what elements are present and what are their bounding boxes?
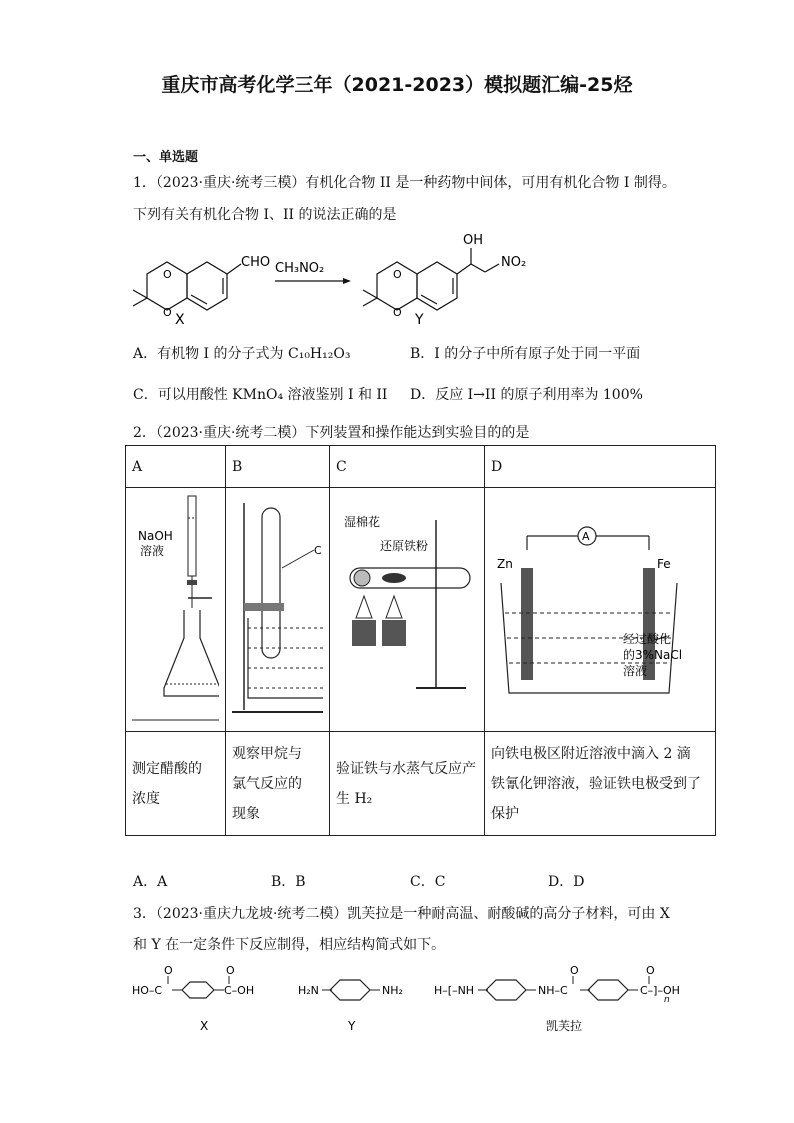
svg-text:O: O [226,964,235,977]
description-cell-a [126,732,226,836]
compound-x-label: X [175,312,185,328]
conical-flask [164,610,219,696]
solution-label: 溶液 [140,544,165,558]
header-cell-b: B [226,446,330,488]
x-aldehyde-group: CHO [241,255,271,270]
reagent-label: CH₃NO₂ [275,261,325,276]
q3-stem-line2: 和 Y 在一定条件下反应制得，相应结构简式如下。 [133,937,446,953]
desc-b-line1: 观察甲烷与 [232,745,302,762]
stopcock [187,580,197,585]
lamp-base-1 [352,620,376,646]
zinc-label: Zn [497,557,513,571]
compound-x-terephthalic-acid [132,964,254,1033]
iron-label: Fe [657,557,671,571]
svg-text:NH₂: NH₂ [382,984,403,997]
y-ring-oxygen-2: O [393,306,402,319]
description-cell-d [485,732,716,836]
q3-x-label: X [200,1019,209,1033]
solution-label-1: 经过酸化 [623,632,672,646]
q1-option-c[interactable]: C．可以用酸性 KMnO₄ 溶液鉴别 I 和 II [133,387,388,403]
x-ring-oxygen-2: O [163,306,172,319]
desc-b-line2: 氯气反应的 [232,775,302,792]
description-cell-b [226,732,330,836]
q3-y-label: Y [348,1019,356,1033]
header-cell-c: C [330,446,485,488]
q2-choice-c[interactable]: C．C [410,874,446,890]
compound-y-structure [363,248,499,310]
trough [248,618,323,698]
desc-d-line2: 铁氰化钾溶液，验证铁电极受到了 [491,775,701,792]
tube-label: C [314,544,322,557]
q1-stem-line1: 1．（2023·重庆·统考三模）有机化合物 II 是一种药物中间体，可用有机化合物 I 制得。 [133,175,676,191]
svg-text:C–]–OH: C–]–OH [640,984,680,997]
q2-options-table [125,445,716,836]
desc-d-line3: 保护 [491,805,519,822]
header-cell-d: D [485,446,716,488]
svg-text:C–OH: C–OH [224,984,255,997]
iron-powder [382,573,406,583]
methane-chlorine-figure [232,488,323,727]
q1-stem-line2: 下列有关有机化合物 I、II 的说法正确的是 [133,207,397,223]
solution-label-2: 的3%NaCl [623,648,683,662]
q2-stem: 2．（2023·重庆·统考二模）下列装置和操作能达到实验目的的是 [133,425,530,441]
wet-cotton [354,570,370,586]
naoh-label: NaOH [138,529,173,543]
q1-option-d[interactable]: D．反应 I→II 的原子利用率为 100% [410,387,643,403]
ammeter-label: A [582,530,590,543]
iron-powder-label: 还原铁粉 [380,539,429,553]
figure-cell-d [485,488,716,732]
svg-text:H₂N: H₂N [298,984,319,997]
q3-stem-line1: 3．（2023·重庆九龙坡·统考二模）凯芙拉是一种耐高温、耐酸碱的高分子材料，可由 X [133,906,670,922]
compound-y-label: Y [415,312,424,328]
page-title: 重庆市高考化学三年（2021-2023）模拟题汇编-25烃 [161,74,633,96]
x-ring-oxygen-1: O [163,268,172,281]
q2-choice-b[interactable]: B．B [271,874,306,890]
q3-kevlar-label: 凯芙拉 [546,1019,583,1033]
y-nitro-group: NO₂ [501,255,527,270]
q1-reaction-scheme [125,226,545,330]
svg-text:n: n [664,995,670,1005]
section-heading: 一、单选题 [133,150,199,165]
description-cell-c: 验证铁与水蒸气反应产生 H₂ [330,732,485,836]
svg-text:O: O [570,964,579,977]
y-hydroxyl-group: OH [463,233,484,248]
titration-apparatus-figure [132,488,219,727]
figure-cell-a [126,488,226,732]
compound-kevlar-polymer [434,964,680,1033]
svg-text:H–[–NH: H–[–NH [434,984,475,997]
burette [188,496,196,576]
q2-choice-a[interactable]: A．A [133,874,168,890]
svg-text:HO–C: HO–C [132,984,163,997]
header-cell-a: A [126,446,226,488]
figure-cell-c [330,488,485,732]
figure-cell-b [226,488,330,732]
lamp-1 [356,596,372,618]
desc-a-line1: 测定醋酸的 [132,760,202,777]
desc-b-line3: 现象 [232,805,260,822]
desc-d-line1: 向铁电极区附近溶液中滴入 2 滴 [491,745,691,762]
solution-label-3: 溶液 [623,664,648,678]
lamp-2 [386,596,402,618]
svg-text:NH–C: NH–C [538,984,568,997]
svg-text:O: O [646,964,655,977]
reaction-arrowhead [343,278,351,284]
compound-x-structure [133,262,241,310]
y-ring-oxygen-1: O [393,268,402,281]
desc-a-line2: 浓度 [132,790,160,807]
kevlar-structures [128,958,694,1038]
q1-option-a[interactable]: A．有机物 I 的分子式为 C₁₀H₁₂O₃ [133,346,351,362]
iron-steam-figure [336,488,478,727]
q2-choice-d[interactable]: D．D [548,874,585,890]
svg-text:O: O [164,964,173,977]
wet-cotton-label: 湿棉花 [344,515,381,529]
clamp [244,603,284,611]
test-tube [262,508,280,658]
lamp-base-2 [382,620,406,646]
electrochemistry-figure [491,488,709,727]
compound-y-diamine [298,980,403,1033]
q1-option-b[interactable]: B．I 的分子中所有原子处于同一平面 [410,346,641,362]
